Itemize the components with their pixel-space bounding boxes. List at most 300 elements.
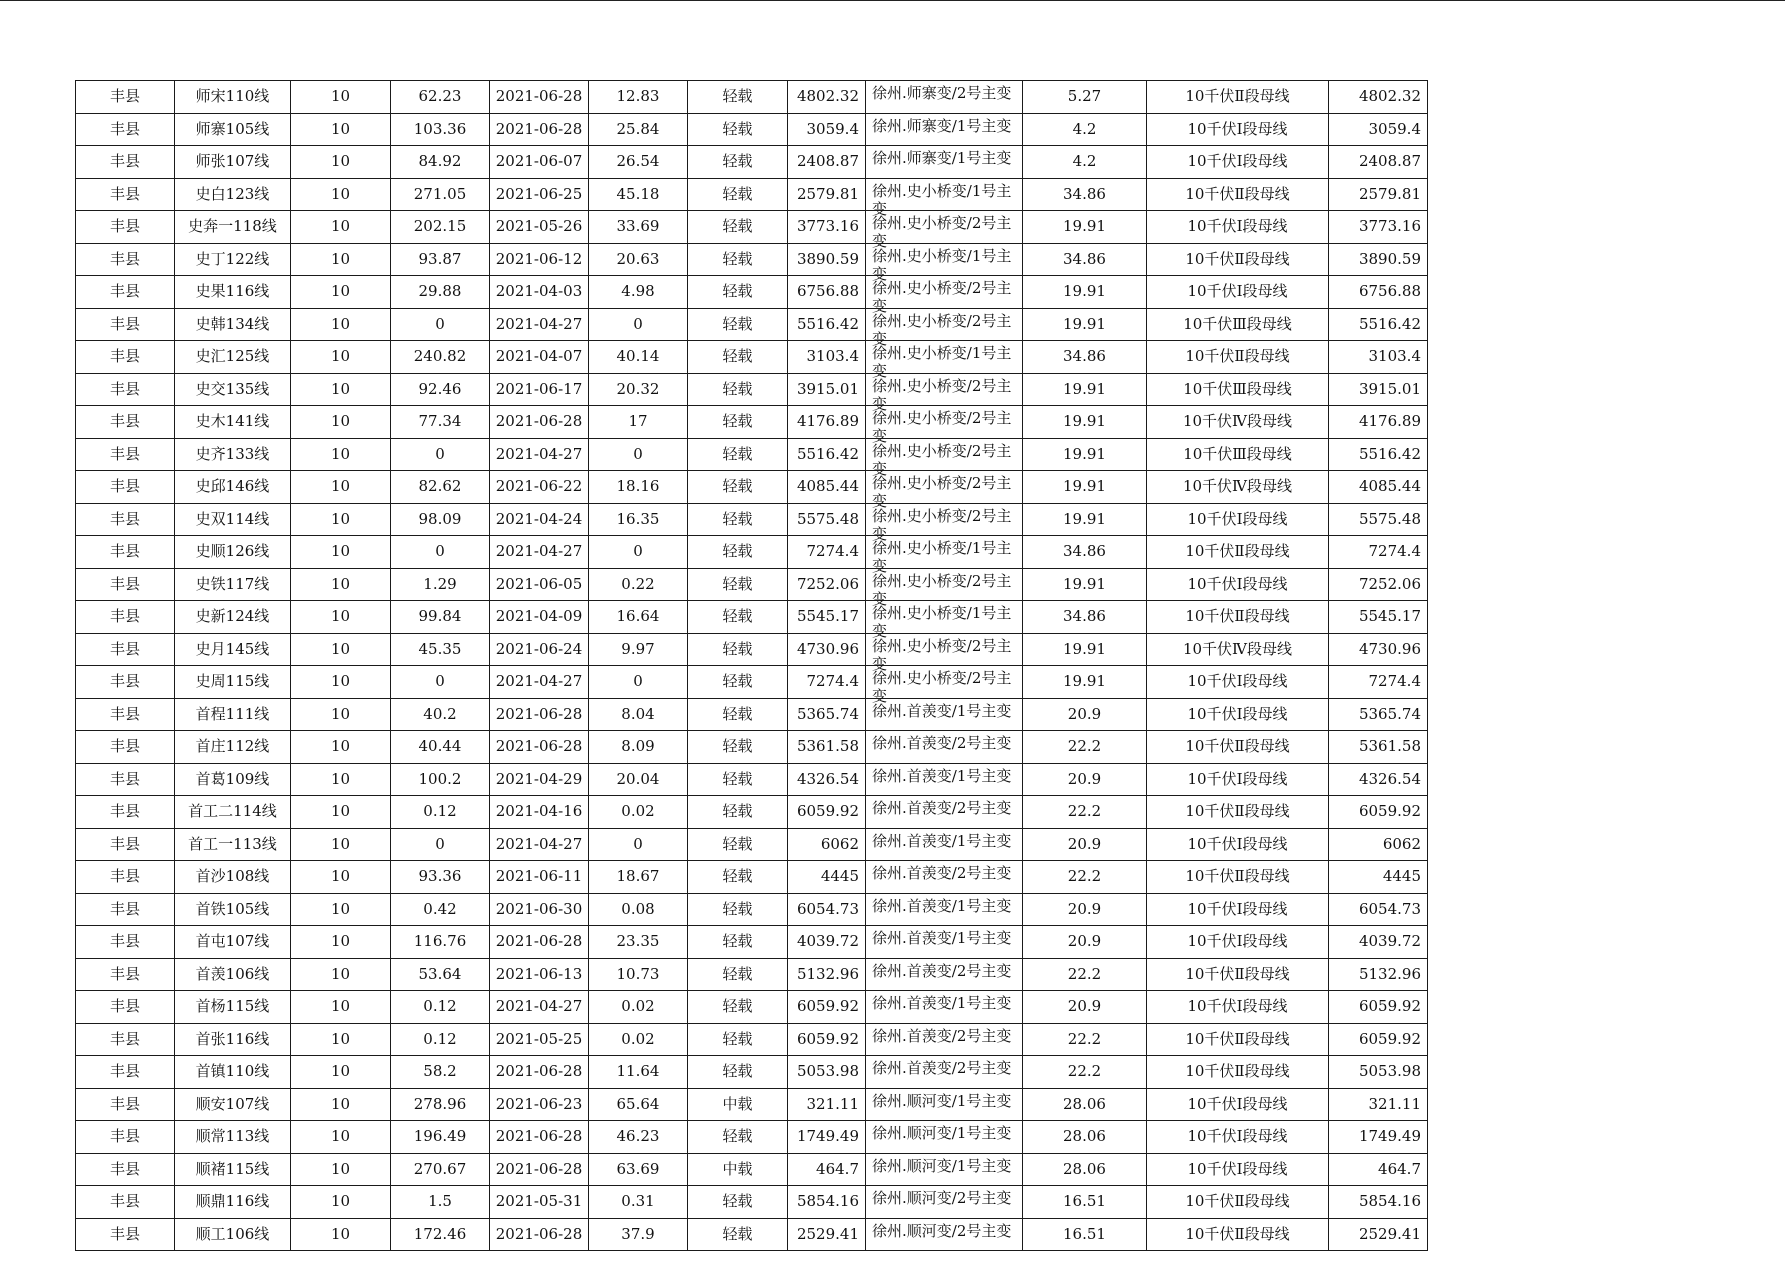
- station-text: 徐州.首羡变/2号主变: [872, 1059, 1012, 1077]
- station-text: 徐州.史小桥变/2号主变: [872, 311, 1012, 348]
- station-rate-cell: 22.2: [1023, 731, 1147, 764]
- load-cell: 58.2: [391, 1056, 490, 1089]
- capacity-cell: 1749.49: [788, 1121, 866, 1154]
- county-cell: 丰县: [76, 178, 175, 211]
- station-cell: [866, 243, 1023, 283]
- capacity-cell: 6059.92: [788, 1023, 866, 1056]
- county-cell: 丰县: [76, 1056, 175, 1089]
- line-name-cell: 史汇125线: [175, 341, 291, 374]
- load-rate-cell: 0: [589, 536, 688, 569]
- date-cell: 2021-06-28: [490, 1121, 589, 1154]
- county-cell: 丰县: [76, 146, 175, 179]
- station-cell: [866, 1056, 1023, 1089]
- county-cell: 丰县: [76, 568, 175, 601]
- date-cell: 2021-04-29: [490, 763, 589, 796]
- table-body: [76, 81, 1428, 1251]
- available-capacity-cell: 6059.92: [1329, 796, 1428, 829]
- voltage-cell: 10: [291, 276, 391, 309]
- capacity-cell: 5854.16: [788, 1186, 866, 1219]
- available-capacity-cell: 4039.72: [1329, 926, 1428, 959]
- station-cell: [866, 211, 1023, 250]
- table-row: [76, 536, 1428, 569]
- load-cell: 93.36: [391, 861, 490, 894]
- line-name-cell: 顺工106线: [175, 1218, 291, 1251]
- date-cell: 2021-04-09: [490, 601, 589, 634]
- load-status-cell: 轻载: [688, 1056, 788, 1089]
- load-cell: 84.92: [391, 146, 490, 179]
- load-cell: 278.96: [391, 1088, 490, 1121]
- load-cell: 0.12: [391, 991, 490, 1024]
- date-cell: 2021-04-03: [490, 276, 589, 309]
- load-rate-cell: 4.98: [589, 276, 688, 309]
- station-rate-cell: 22.2: [1023, 1056, 1147, 1089]
- load-cell: 116.76: [391, 926, 490, 959]
- load-rate-cell: 0.08: [589, 893, 688, 926]
- load-cell: 103.36: [391, 113, 490, 146]
- load-rate-cell: 10.73: [589, 958, 688, 991]
- bus-section-cell: 10千伏Ⅰ段母线: [1147, 828, 1329, 861]
- load-cell: 29.88: [391, 276, 490, 309]
- station-text: 徐州.史小桥变/2号主变: [872, 441, 1012, 478]
- bus-section-cell: 10千伏Ⅰ段母线: [1147, 926, 1329, 959]
- available-capacity-cell: 4730.96: [1329, 633, 1428, 666]
- date-cell: 2021-04-27: [490, 991, 589, 1024]
- load-cell: 172.46: [391, 1218, 490, 1251]
- date-cell: 2021-05-31: [490, 1186, 589, 1219]
- load-rate-cell: 0.02: [589, 796, 688, 829]
- line-name-cell: 顺安107线: [175, 1088, 291, 1121]
- date-cell: 2021-06-25: [490, 178, 589, 211]
- bus-section-cell: 10千伏Ⅱ段母线: [1147, 958, 1329, 991]
- line-name-cell: 首工一113线: [175, 828, 291, 861]
- available-capacity-cell: 5545.17: [1329, 601, 1428, 634]
- capacity-cell: 3103.4: [788, 341, 866, 374]
- voltage-cell: 10: [291, 373, 391, 406]
- load-rate-cell: 0: [589, 828, 688, 861]
- load-rate-cell: 20.63: [589, 243, 688, 276]
- capacity-cell: 5516.42: [788, 438, 866, 471]
- voltage-cell: 10: [291, 893, 391, 926]
- capacity-cell: 7252.06: [788, 568, 866, 601]
- table-row: [76, 178, 1428, 211]
- load-cell: 82.62: [391, 471, 490, 504]
- date-cell: 2021-06-28: [490, 731, 589, 764]
- bus-section-cell: 10千伏Ⅳ段母线: [1147, 406, 1329, 439]
- load-cell: 99.84: [391, 601, 490, 634]
- line-name-cell: 史木141线: [175, 406, 291, 439]
- date-cell: 2021-04-27: [490, 536, 589, 569]
- station-text: 徐州.首羡变/1号主变: [872, 701, 1012, 720]
- capacity-cell: 3059.4: [788, 113, 866, 146]
- available-capacity-cell: 5516.42: [1329, 308, 1428, 341]
- bus-section-cell: 10千伏Ⅰ段母线: [1147, 1088, 1329, 1121]
- line-name-cell: 史奔一118线: [175, 211, 291, 244]
- station-rate-cell: 19.91: [1023, 633, 1147, 666]
- available-capacity-cell: 5053.98: [1329, 1056, 1428, 1089]
- load-cell: 0.12: [391, 796, 490, 829]
- date-cell: 2021-06-07: [490, 146, 589, 179]
- load-cell: 270.67: [391, 1153, 490, 1186]
- load-rate-cell: 16.64: [589, 601, 688, 634]
- station-text: 徐州.史小桥变/2号主变: [872, 571, 1012, 608]
- station-text: 徐州.首羡变/2号主变: [872, 734, 1012, 752]
- load-status-cell: 轻载: [688, 178, 788, 211]
- bus-section-cell: 10千伏Ⅰ段母线: [1147, 211, 1329, 244]
- load-status-cell: 轻载: [688, 406, 788, 439]
- capacity-cell: 4039.72: [788, 926, 866, 959]
- county-cell: 丰县: [76, 861, 175, 894]
- voltage-cell: 10: [291, 1218, 391, 1251]
- voltage-cell: 10: [291, 861, 391, 894]
- line-name-cell: 首程111线: [175, 698, 291, 731]
- load-rate-cell: 65.64: [589, 1088, 688, 1121]
- bus-section-cell: 10千伏Ⅰ段母线: [1147, 991, 1329, 1024]
- available-capacity-cell: 2579.81: [1329, 178, 1428, 211]
- table-row: [76, 146, 1428, 179]
- station-cell: [866, 178, 1023, 218]
- date-cell: 2021-06-23: [490, 1088, 589, 1121]
- load-rate-cell: 20.32: [589, 373, 688, 406]
- table-row: [76, 861, 1428, 894]
- table-row: [76, 1218, 1428, 1251]
- station-cell: [866, 1088, 1023, 1121]
- station-cell: [866, 81, 1023, 114]
- station-text: 徐州.顺河变/1号主变: [872, 1091, 1012, 1110]
- station-cell: [866, 568, 1023, 608]
- load-status-cell: 轻载: [688, 536, 788, 569]
- station-rate-cell: 19.91: [1023, 406, 1147, 439]
- bus-section-cell: 10千伏Ⅳ段母线: [1147, 633, 1329, 666]
- voltage-cell: 10: [291, 438, 391, 471]
- available-capacity-cell: 4176.89: [1329, 406, 1428, 439]
- load-cell: 40.44: [391, 731, 490, 764]
- line-name-cell: 首羡106线: [175, 958, 291, 991]
- station-text: 徐州.史小桥变/2号主变: [872, 409, 1012, 445]
- station-rate-cell: 19.91: [1023, 666, 1147, 699]
- load-status-cell: 轻载: [688, 601, 788, 634]
- available-capacity-cell: 5854.16: [1329, 1186, 1428, 1219]
- station-rate-cell: 4.2: [1023, 146, 1147, 179]
- station-text: 徐州.师寨变/2号主变: [872, 84, 1012, 102]
- capacity-cell: 5545.17: [788, 601, 866, 634]
- table-row: [76, 991, 1428, 1024]
- station-text: 徐州.首羡变/1号主变: [872, 831, 1012, 850]
- line-name-cell: 史丁122线: [175, 243, 291, 276]
- station-rate-cell: 22.2: [1023, 861, 1147, 894]
- station-cell: [866, 1121, 1023, 1154]
- line-name-cell: 首杨115线: [175, 991, 291, 1024]
- load-cell: 0: [391, 828, 490, 861]
- station-rate-cell: 20.9: [1023, 926, 1147, 959]
- available-capacity-cell: 4326.54: [1329, 763, 1428, 796]
- load-cell: 62.23: [391, 81, 490, 114]
- load-status-cell: 轻载: [688, 471, 788, 504]
- station-text: 徐州.首羡变/2号主变: [872, 799, 1012, 817]
- table-row: [76, 601, 1428, 634]
- station-text: 徐州.首羡变/1号主变: [872, 896, 1012, 915]
- available-capacity-cell: 4445: [1329, 861, 1428, 894]
- line-name-cell: 首张116线: [175, 1023, 291, 1056]
- voltage-cell: 10: [291, 113, 391, 146]
- station-cell: [866, 698, 1023, 731]
- date-cell: 2021-06-28: [490, 1153, 589, 1186]
- county-cell: 丰县: [76, 958, 175, 991]
- station-rate-cell: 20.9: [1023, 991, 1147, 1024]
- load-cell: 0: [391, 438, 490, 471]
- station-cell: [866, 373, 1023, 413]
- line-name-cell: 史邱146线: [175, 471, 291, 504]
- station-cell: [866, 1153, 1023, 1186]
- bus-section-cell: 10千伏Ⅱ段母线: [1147, 601, 1329, 634]
- line-name-cell: 史周115线: [175, 666, 291, 699]
- station-rate-cell: 22.2: [1023, 1023, 1147, 1056]
- available-capacity-cell: 7274.4: [1329, 536, 1428, 569]
- load-cell: 92.46: [391, 373, 490, 406]
- station-cell: [866, 1218, 1023, 1251]
- line-name-cell: 首工二114线: [175, 796, 291, 829]
- date-cell: 2021-06-05: [490, 568, 589, 601]
- date-cell: 2021-04-27: [490, 828, 589, 861]
- load-cell: 0.42: [391, 893, 490, 926]
- capacity-cell: 3890.59: [788, 243, 866, 276]
- capacity-cell: 5053.98: [788, 1056, 866, 1089]
- table-row: [76, 1023, 1428, 1056]
- date-cell: 2021-06-28: [490, 698, 589, 731]
- line-name-cell: 首铁105线: [175, 893, 291, 926]
- load-rate-cell: 0.22: [589, 568, 688, 601]
- county-cell: 丰县: [76, 1088, 175, 1121]
- load-cell: 202.15: [391, 211, 490, 244]
- bus-section-cell: 10千伏Ⅰ段母线: [1147, 1121, 1329, 1154]
- line-name-cell: 史果116线: [175, 276, 291, 309]
- load-rate-cell: 8.09: [589, 731, 688, 764]
- load-status-cell: 轻载: [688, 81, 788, 114]
- load-cell: 196.49: [391, 1121, 490, 1154]
- voltage-cell: 10: [291, 1056, 391, 1089]
- county-cell: 丰县: [76, 406, 175, 439]
- station-text: 徐州.首羡变/2号主变: [872, 864, 1012, 882]
- station-text: 徐州.首羡变/1号主变: [872, 766, 1012, 785]
- station-cell: [866, 113, 1023, 146]
- table-row: [76, 373, 1428, 406]
- load-rate-cell: 18.67: [589, 861, 688, 894]
- capacity-cell: 2579.81: [788, 178, 866, 211]
- county-cell: 丰县: [76, 373, 175, 406]
- station-cell: [866, 438, 1023, 478]
- load-status-cell: 轻载: [688, 1121, 788, 1154]
- county-cell: 丰县: [76, 1121, 175, 1154]
- capacity-cell: 6059.92: [788, 991, 866, 1024]
- load-status-cell: 轻载: [688, 698, 788, 731]
- voltage-cell: 10: [291, 926, 391, 959]
- load-status-cell: 轻载: [688, 926, 788, 959]
- station-text: 徐州.顺河变/2号主变: [872, 1221, 1012, 1240]
- load-cell: 240.82: [391, 341, 490, 374]
- load-rate-cell: 26.54: [589, 146, 688, 179]
- station-rate-cell: 19.91: [1023, 503, 1147, 536]
- county-cell: 丰县: [76, 926, 175, 959]
- available-capacity-cell: 6756.88: [1329, 276, 1428, 309]
- voltage-cell: 10: [291, 698, 391, 731]
- table-row: [76, 828, 1428, 861]
- load-rate-cell: 0.02: [589, 991, 688, 1024]
- load-rate-cell: 63.69: [589, 1153, 688, 1186]
- available-capacity-cell: 2408.87: [1329, 146, 1428, 179]
- voltage-cell: 10: [291, 308, 391, 341]
- load-rate-cell: 0: [589, 438, 688, 471]
- capacity-cell: 6054.73: [788, 893, 866, 926]
- load-rate-cell: 0: [589, 666, 688, 699]
- station-text: 徐州.首羡变/1号主变: [872, 994, 1012, 1012]
- station-cell: [866, 601, 1023, 640]
- bus-section-cell: 10千伏Ⅰ段母线: [1147, 146, 1329, 179]
- county-cell: 丰县: [76, 666, 175, 699]
- county-cell: 丰县: [76, 341, 175, 374]
- line-name-cell: 史双114线: [175, 503, 291, 536]
- capacity-cell: 5575.48: [788, 503, 866, 536]
- station-rate-cell: 19.91: [1023, 438, 1147, 471]
- date-cell: 2021-06-30: [490, 893, 589, 926]
- available-capacity-cell: 5132.96: [1329, 958, 1428, 991]
- load-rate-cell: 45.18: [589, 178, 688, 211]
- bus-section-cell: 10千伏Ⅰ段母线: [1147, 276, 1329, 309]
- load-rate-cell: 37.9: [589, 1218, 688, 1251]
- load-status-cell: 中载: [688, 1088, 788, 1121]
- station-cell: [866, 406, 1023, 445]
- bus-section-cell: 10千伏Ⅱ段母线: [1147, 796, 1329, 829]
- load-status-cell: 轻载: [688, 763, 788, 796]
- station-text: 徐州.史小桥变/1号主变: [872, 181, 1012, 218]
- voltage-cell: 10: [291, 601, 391, 634]
- voltage-cell: 10: [291, 243, 391, 276]
- load-status-cell: 轻载: [688, 113, 788, 146]
- station-cell: [866, 633, 1023, 673]
- station-text: 徐州.师寨变/1号主变: [872, 116, 1012, 135]
- load-rate-cell: 25.84: [589, 113, 688, 146]
- load-status-cell: 轻载: [688, 731, 788, 764]
- date-cell: 2021-04-16: [490, 796, 589, 829]
- station-cell: [866, 471, 1023, 510]
- table-row: [76, 698, 1428, 731]
- load-rate-cell: 9.97: [589, 633, 688, 666]
- station-cell: [866, 308, 1023, 348]
- capacity-cell: 7274.4: [788, 536, 866, 569]
- load-cell: 1.5: [391, 1186, 490, 1219]
- load-cell: 53.64: [391, 958, 490, 991]
- load-rate-cell: 0.02: [589, 1023, 688, 1056]
- date-cell: 2021-06-28: [490, 406, 589, 439]
- table-row: [76, 1186, 1428, 1219]
- table-row: [76, 438, 1428, 471]
- station-rate-cell: 5.27: [1023, 81, 1147, 114]
- county-cell: 丰县: [76, 1186, 175, 1219]
- load-status-cell: 轻载: [688, 438, 788, 471]
- table-row: [76, 1088, 1428, 1121]
- table-row: [76, 1153, 1428, 1186]
- station-rate-cell: 16.51: [1023, 1186, 1147, 1219]
- capacity-cell: 3773.16: [788, 211, 866, 244]
- load-status-cell: 轻载: [688, 243, 788, 276]
- load-status-cell: 轻载: [688, 861, 788, 894]
- voltage-cell: 10: [291, 633, 391, 666]
- county-cell: 丰县: [76, 893, 175, 926]
- station-cell: [866, 276, 1023, 315]
- load-rate-cell: 33.69: [589, 211, 688, 244]
- county-cell: 丰县: [76, 991, 175, 1024]
- line-name-cell: 师寨105线: [175, 113, 291, 146]
- bus-section-cell: 10千伏Ⅱ段母线: [1147, 536, 1329, 569]
- table-row: [76, 308, 1428, 341]
- voltage-cell: 10: [291, 81, 391, 114]
- line-name-cell: 顺常113线: [175, 1121, 291, 1154]
- load-status-cell: 轻载: [688, 958, 788, 991]
- bus-section-cell: 10千伏Ⅳ段母线: [1147, 471, 1329, 504]
- date-cell: 2021-06-28: [490, 1218, 589, 1251]
- load-status-cell: 轻载: [688, 211, 788, 244]
- station-cell: [866, 503, 1023, 543]
- date-cell: 2021-05-25: [490, 1023, 589, 1056]
- table-row: [76, 113, 1428, 146]
- capacity-cell: 2529.41: [788, 1218, 866, 1251]
- table-row: [76, 211, 1428, 244]
- load-cell: 0: [391, 666, 490, 699]
- station-rate-cell: 34.86: [1023, 243, 1147, 276]
- bus-section-cell: 10千伏Ⅰ段母线: [1147, 763, 1329, 796]
- page-top-rule: [0, 0, 1785, 1]
- available-capacity-cell: 6059.92: [1329, 991, 1428, 1024]
- date-cell: 2021-06-28: [490, 113, 589, 146]
- load-rate-cell: 23.35: [589, 926, 688, 959]
- voltage-cell: 10: [291, 796, 391, 829]
- available-capacity-cell: 6054.73: [1329, 893, 1428, 926]
- station-rate-cell: 34.86: [1023, 178, 1147, 211]
- station-text: 徐州.史小桥变/2号主变: [872, 474, 1012, 510]
- load-status-cell: 轻载: [688, 276, 788, 309]
- table-row: [76, 633, 1428, 666]
- station-cell: [866, 763, 1023, 796]
- date-cell: 2021-06-11: [490, 861, 589, 894]
- available-capacity-cell: 6062: [1329, 828, 1428, 861]
- station-rate-cell: 28.06: [1023, 1088, 1147, 1121]
- table-row: [76, 1056, 1428, 1089]
- voltage-cell: 10: [291, 536, 391, 569]
- capacity-cell: 464.7: [788, 1153, 866, 1186]
- capacity-cell: 4445: [788, 861, 866, 894]
- date-cell: 2021-06-22: [490, 471, 589, 504]
- station-cell: [866, 926, 1023, 959]
- load-status-cell: 轻载: [688, 503, 788, 536]
- load-status-cell: 轻载: [688, 633, 788, 666]
- station-cell: [866, 958, 1023, 991]
- load-cell: 40.2: [391, 698, 490, 731]
- bus-section-cell: 10千伏Ⅱ段母线: [1147, 243, 1329, 276]
- load-cell: 271.05: [391, 178, 490, 211]
- station-text: 徐州.师寨变/1号主变: [872, 149, 1012, 167]
- capacity-cell: 5516.42: [788, 308, 866, 341]
- line-name-cell: 首屯107线: [175, 926, 291, 959]
- bus-section-cell: 10千伏Ⅱ段母线: [1147, 1056, 1329, 1089]
- load-rate-cell: 8.04: [589, 698, 688, 731]
- line-name-cell: 顺鼎116线: [175, 1186, 291, 1219]
- station-rate-cell: 16.51: [1023, 1218, 1147, 1251]
- county-cell: 丰县: [76, 438, 175, 471]
- station-cell: [866, 1186, 1023, 1219]
- station-text: 徐州.史小桥变/1号主变: [872, 344, 1012, 380]
- station-rate-cell: 19.91: [1023, 308, 1147, 341]
- bus-section-cell: 10千伏Ⅰ段母线: [1147, 568, 1329, 601]
- available-capacity-cell: 5365.74: [1329, 698, 1428, 731]
- line-name-cell: 首庄112线: [175, 731, 291, 764]
